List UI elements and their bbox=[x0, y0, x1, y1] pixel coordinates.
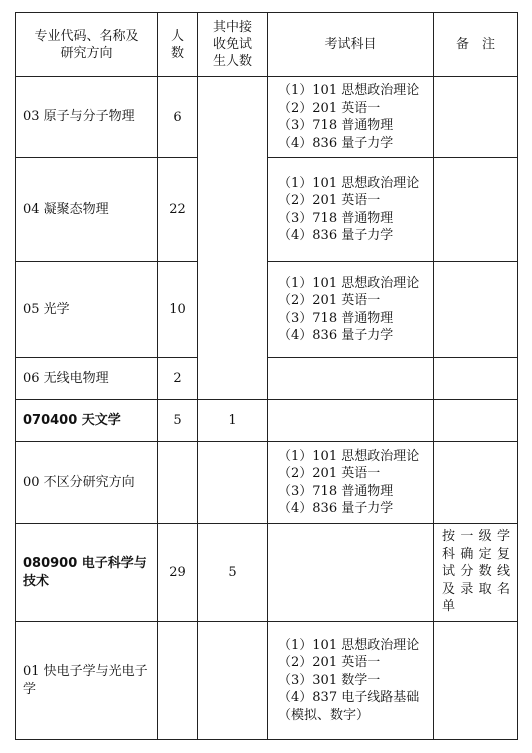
exam-subject: （2）201 英语一 bbox=[278, 466, 381, 481]
exam-subjects bbox=[268, 158, 434, 262]
exam-subjects bbox=[268, 622, 434, 740]
exempt-count bbox=[198, 622, 268, 740]
major-name: 05 光学 bbox=[16, 262, 158, 358]
exam-subject: （3）301 数学一 bbox=[278, 672, 381, 688]
table-row bbox=[16, 77, 518, 158]
discipline-name: 080900 电子科学与技术 bbox=[16, 524, 158, 622]
exam-subject: （4）836 量子力学 bbox=[278, 135, 394, 151]
exam-subject: （1）101 思想政治理论 bbox=[278, 637, 420, 653]
note-cell bbox=[434, 524, 518, 622]
exam-subject: （4）836 量子力学 bbox=[278, 228, 394, 243]
header-count: 人 数 bbox=[158, 13, 198, 77]
exam-subjects bbox=[268, 400, 434, 442]
exam-subject: （4）837 电子线路基础 bbox=[278, 690, 420, 706]
exam-subject: （3）718 普通物理 bbox=[278, 483, 394, 499]
exam-subjects bbox=[268, 524, 434, 622]
header-subjects: 考试科目 bbox=[268, 13, 434, 77]
header-row bbox=[16, 13, 518, 77]
exam-subject: （4）836 量子力学 bbox=[278, 328, 394, 343]
exam-subject: （3）718 普通物理 bbox=[278, 118, 394, 133]
exam-subject: （4）836 量子力学 bbox=[278, 501, 394, 516]
table-row bbox=[16, 400, 518, 442]
major-name: 04 凝聚态物理 bbox=[16, 158, 158, 262]
enroll-count: 6 bbox=[158, 77, 198, 158]
note-text: 按一级学科确定复试分数线及录取名单 bbox=[442, 529, 511, 614]
exam-subjects bbox=[268, 77, 434, 158]
exam-subjects bbox=[268, 358, 434, 400]
note-cell bbox=[434, 400, 518, 442]
note-cell bbox=[434, 358, 518, 400]
enroll-count: 10 bbox=[158, 262, 198, 358]
exam-subjects bbox=[268, 442, 434, 524]
exam-subjects bbox=[268, 262, 434, 358]
exam-subject: （3）718 普通物理 bbox=[278, 310, 394, 326]
enroll-count: 22 bbox=[158, 158, 198, 262]
enroll-count bbox=[158, 622, 198, 740]
exam-subject: （1）101 思想政治理论 bbox=[278, 83, 420, 98]
major-name: 06 无线电物理 bbox=[16, 358, 158, 400]
exempt-count: 1 bbox=[198, 400, 268, 442]
note-cell bbox=[434, 622, 518, 740]
exam-subject: （2）201 英语一 bbox=[278, 293, 381, 308]
note-cell bbox=[434, 77, 518, 158]
exam-subject: （3）718 普通物理 bbox=[278, 210, 394, 226]
enroll-count: 29 bbox=[158, 524, 198, 622]
major-name: 03 原子与分子物理 bbox=[16, 77, 158, 158]
exam-subject: （模拟、数字） bbox=[278, 707, 370, 723]
header-major: 专业代码、名称及 研究方向 bbox=[16, 13, 158, 77]
table-row bbox=[16, 622, 518, 740]
exam-subject: （1）101 思想政治理论 bbox=[278, 275, 420, 291]
exam-subject: （2）201 英语一 bbox=[278, 193, 381, 208]
exam-subject: （2）201 英语一 bbox=[278, 100, 381, 116]
enroll-count: 2 bbox=[158, 358, 198, 400]
major-name: 01 快电子学与光电子学 bbox=[16, 622, 158, 740]
table-row bbox=[16, 442, 518, 524]
note-cell bbox=[434, 442, 518, 524]
major-name: 00 不区分研究方向 bbox=[16, 442, 158, 524]
exam-subject: （1）101 思想政治理论 bbox=[278, 175, 420, 191]
note-cell bbox=[434, 158, 518, 262]
exempt-count: 5 bbox=[198, 524, 268, 622]
table-row bbox=[16, 524, 518, 622]
note-cell bbox=[434, 262, 518, 358]
exempt-count bbox=[198, 442, 268, 524]
header-exempt: 其中接 收免试 生人数 bbox=[198, 13, 268, 77]
enrollment-table bbox=[15, 12, 518, 740]
enroll-count: 5 bbox=[158, 400, 198, 442]
enroll-count bbox=[158, 442, 198, 524]
header-notes: 备 注 bbox=[434, 13, 518, 77]
exam-subject: （1）101 思想政治理论 bbox=[278, 448, 420, 464]
exam-subject: （2）201 英语一 bbox=[278, 655, 381, 671]
exempt-count bbox=[198, 77, 268, 400]
discipline-name: 070400 天文学 bbox=[16, 400, 158, 442]
